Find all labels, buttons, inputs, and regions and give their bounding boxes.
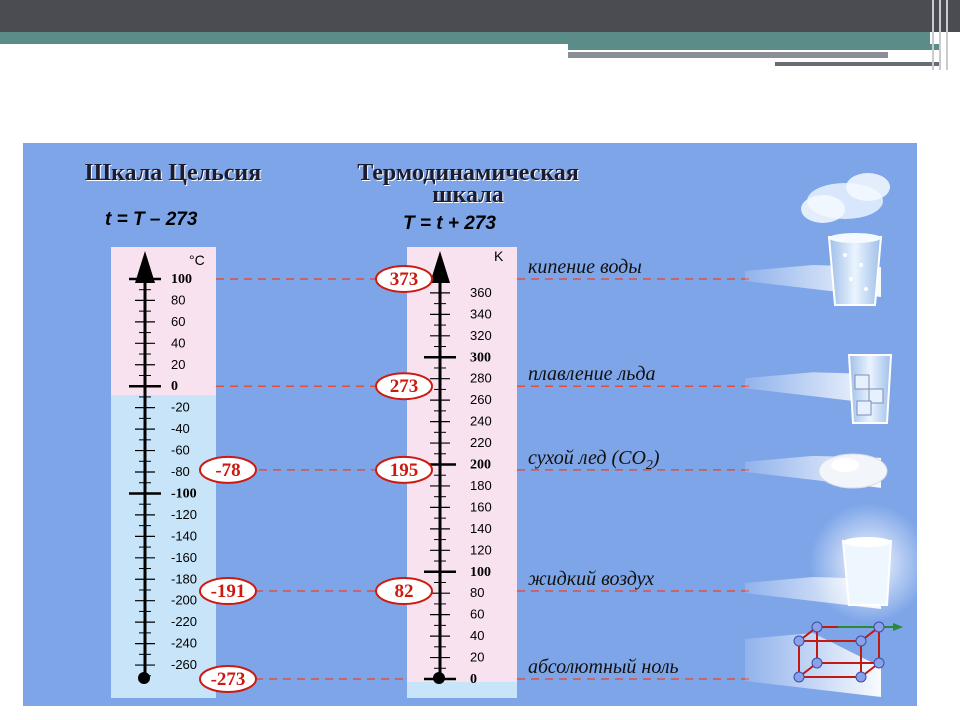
kelvin-tick-label: 340 <box>470 306 492 322</box>
celsius-tick-label: -200 <box>171 592 198 608</box>
slide-accent-stripe-2 <box>568 44 940 50</box>
kelvin-tick-label: 140 <box>470 520 492 536</box>
kelvin-scale-cold <box>407 682 517 698</box>
celsius-marker: -273 <box>210 669 246 690</box>
kelvin-tick-label: 260 <box>470 392 492 408</box>
kelvin-title-line2: шкала <box>432 182 504 208</box>
slide-accent-stripe-3 <box>568 52 888 58</box>
celsius-scale-cold <box>111 395 216 698</box>
celsius-marker: -191 <box>210 581 246 603</box>
phenomenon-label: абсолютный ноль <box>528 656 679 678</box>
celsius-tick-label: 40 <box>171 335 186 351</box>
slide-top-bar <box>0 0 960 32</box>
phenomenon-label: плавление льда <box>528 363 656 386</box>
celsius-tick-label: 20 <box>171 356 186 372</box>
kelvin-tick-label: 220 <box>470 435 492 451</box>
phenomenon-label: сухой лед $(СО_2)$ <box>528 446 660 473</box>
celsius-tick-label: -40 <box>171 421 190 437</box>
celsius-tick-label: -240 <box>171 635 198 651</box>
kelvin-tick-label: 160 <box>470 499 492 515</box>
celsius-marker: -78 <box>215 459 241 481</box>
slide-accent-stripe <box>0 32 930 44</box>
kelvin-marker: 82 <box>394 581 414 603</box>
thermometer-diagram <box>23 143 917 706</box>
kelvin-unit: K <box>494 248 504 264</box>
celsius-tick-label: -260 <box>171 657 198 673</box>
celsius-tick-label: -60 <box>171 442 190 458</box>
celsius-axis-base <box>138 672 150 684</box>
kelvin-tick-label: 240 <box>470 413 492 429</box>
kelvin-tick-label: 100 <box>470 564 491 580</box>
kelvin-tick-label: 120 <box>470 542 492 558</box>
celsius-tick-label: -120 <box>171 506 198 522</box>
ice-glass-icon <box>849 355 891 423</box>
kelvin-tick-label: 180 <box>470 477 492 493</box>
celsius-tick-label: -100 <box>171 486 197 502</box>
kelvin-title-line1: Термодинамическая <box>357 160 579 186</box>
kelvin-tick-label: 60 <box>470 606 485 622</box>
boiling-water-glass-icon <box>829 233 881 305</box>
kelvin-tick-label: 280 <box>470 370 492 386</box>
temperature-scales-figure <box>23 143 917 706</box>
kelvin-marker: 373 <box>389 268 419 290</box>
phenomenon-label: кипение воды <box>528 255 642 278</box>
celsius-scale-warm <box>111 247 216 395</box>
kelvin-tick-label: 300 <box>470 350 491 366</box>
phenomenon-label: жидкий воздух <box>528 568 655 591</box>
kelvin-tick-label: 80 <box>470 585 485 601</box>
celsius-tick-label: -20 <box>171 399 190 415</box>
celsius-tick-label: -180 <box>171 571 198 587</box>
dry-ice-icon <box>819 454 887 488</box>
celsius-tick-label: -80 <box>171 464 190 480</box>
celsius-tick-label: -160 <box>171 549 198 565</box>
kelvin-marker: 195 <box>389 459 419 481</box>
celsius-tick-label: 80 <box>171 292 186 308</box>
kelvin-formula: T = t + 273 <box>403 213 496 234</box>
celsius-title: Шкала Цельсия <box>84 160 262 186</box>
liquid-air-glass-icon <box>809 503 917 623</box>
slide-decor-line <box>939 0 941 70</box>
celsius-unit: °C <box>189 252 205 268</box>
celsius-tick-label: 100 <box>171 271 192 287</box>
slide-decor-line <box>946 0 948 70</box>
slide-decor-line <box>932 0 934 70</box>
celsius-tick-label: 0 <box>171 379 178 395</box>
kelvin-marker: 273 <box>389 376 419 398</box>
steam-cloud-icon <box>801 173 890 223</box>
celsius-formula: t = T – 273 <box>105 209 198 230</box>
kelvin-tick-label: 40 <box>470 628 485 644</box>
kelvin-tick-label: 320 <box>470 327 492 343</box>
slide-accent-stripe-4 <box>775 62 940 66</box>
kelvin-tick-label: 360 <box>470 284 492 300</box>
kelvin-tick-label: 0 <box>470 672 477 687</box>
celsius-tick-label: -140 <box>171 528 198 544</box>
kelvin-tick-label: 20 <box>470 649 485 665</box>
celsius-tick-label: 60 <box>171 313 186 329</box>
celsius-tick-label: -220 <box>171 614 198 630</box>
kelvin-tick-label: 200 <box>470 457 491 473</box>
